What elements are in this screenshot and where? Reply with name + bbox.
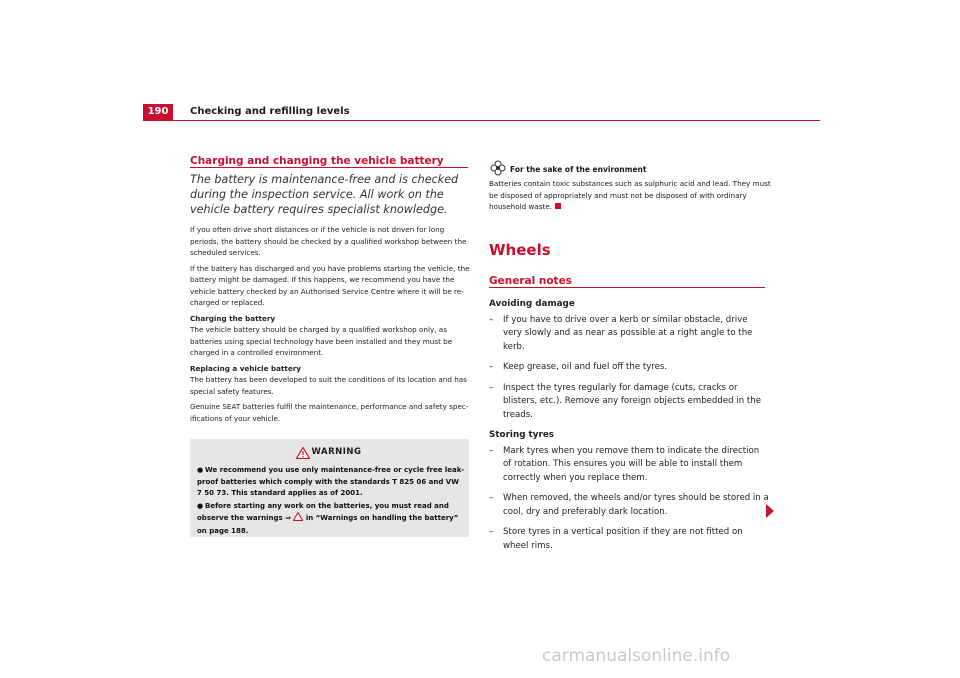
paragraph: Genuine SEAT batteries fulfil the maintenance, performance and safety spec-ifications of your vehicle. [190, 402, 469, 423]
right-body [489, 298, 769, 560]
paragraph: The battery has been developed to suit the conditions of its location and has special safety features. [190, 375, 467, 396]
list-item: – Store tyres in a vertical position if they are not fitted on wheel rims. [489, 527, 743, 551]
list-item: – Mark tyres when you remove them to indicate the direction of rotation. This ensures you will be able to install them correctly when you replace them. [489, 445, 760, 483]
bullet-icon: ● [197, 466, 204, 474]
paragraph: If you often drive short distances or if the vehicle is not driven for long periods, the battery should be checked by a qualified workshop between the scheduled services. [190, 225, 467, 257]
page-number: 190 [143, 104, 173, 120]
left-body [190, 224, 470, 428]
bullet-icon: ● [197, 501, 204, 510]
warning-item: Before starting any work on the batteries, you must read and observe the warnings [197, 501, 449, 522]
environment-text [489, 178, 774, 213]
environment-flower-icon [490, 160, 506, 180]
list-item: – If you have to drive over a kerb or similar obstacle, drive very slowly and as near as possible at a right angle to the kerb. [489, 314, 753, 352]
warning-box [190, 439, 469, 537]
warning-triangle-icon[interactable] [293, 512, 303, 526]
list-item: – Keep grease, oil and fuel off the tyres. [489, 362, 668, 372]
heading-rule [190, 167, 468, 168]
end-of-section-icon [555, 203, 561, 209]
next-page-arrow-icon[interactable] [766, 504, 774, 518]
paragraph: If the battery has discharged and you have problems starting the vehicle, the battery might be damaged. If this happens, we recommend you have the vehicle battery checked by an Authorised Service Centre where it will be re-charged or replaced. [190, 263, 470, 307]
section-heading-general-notes: General notes [489, 275, 572, 287]
warning-item: We recommend you use only maintenance-free or cycle free leak-proof batteries which comply with the standards T 825 06 and VW 7 50 73. This standard applies as of 2001. [197, 466, 465, 497]
subheading-storing-tyres: Storing tyres [489, 430, 555, 440]
reference-arrow: ⇒ [285, 514, 291, 522]
paragraph: The vehicle battery should be charged by a qualified workshop only, as batteries using special technology have been installed and they must be charged in a controlled environment. [190, 325, 453, 357]
environment-body: Batteries contain toxic substances such as sulphuric acid and lead. They must be disposed of appropriately and must not be disposed of with ordinary household waste. [489, 179, 771, 211]
subheading-avoiding-damage: Avoiding damage [489, 299, 575, 309]
environment-title: For the sake of the environment [510, 165, 647, 174]
chapter-title-wheels: Wheels [489, 241, 551, 259]
warning-title: WARNING [311, 447, 362, 457]
warning-text [197, 465, 465, 538]
section-heading-battery: Charging and changing the vehicle battery [190, 155, 444, 167]
list-item: – When removed, the wheels and/or tyres should be stored in a cool, dry and preferably dark location. [489, 493, 769, 517]
heading-rule [489, 287, 765, 288]
warning-reference[interactable]: in “Warnings on handling the battery” on page 188. [197, 514, 459, 535]
header-rule [143, 120, 820, 121]
intro-paragraph: The battery is maintenance-free and is checked during the inspection service. All work on the vehicle battery requires specialist knowledge. [190, 173, 459, 216]
watermark: carmanualsonline.info [542, 646, 731, 666]
running-title: Checking and refilling levels [190, 106, 350, 117]
subheading-charging: Charging the battery [190, 313, 276, 323]
subheading-replacing: Replacing a vehicle battery [190, 363, 301, 373]
list-item: – Inspect the tyres regularly for damage (cuts, cracks or blisters, etc.). Remove any foreign objects embedded in the treads. [489, 382, 761, 420]
